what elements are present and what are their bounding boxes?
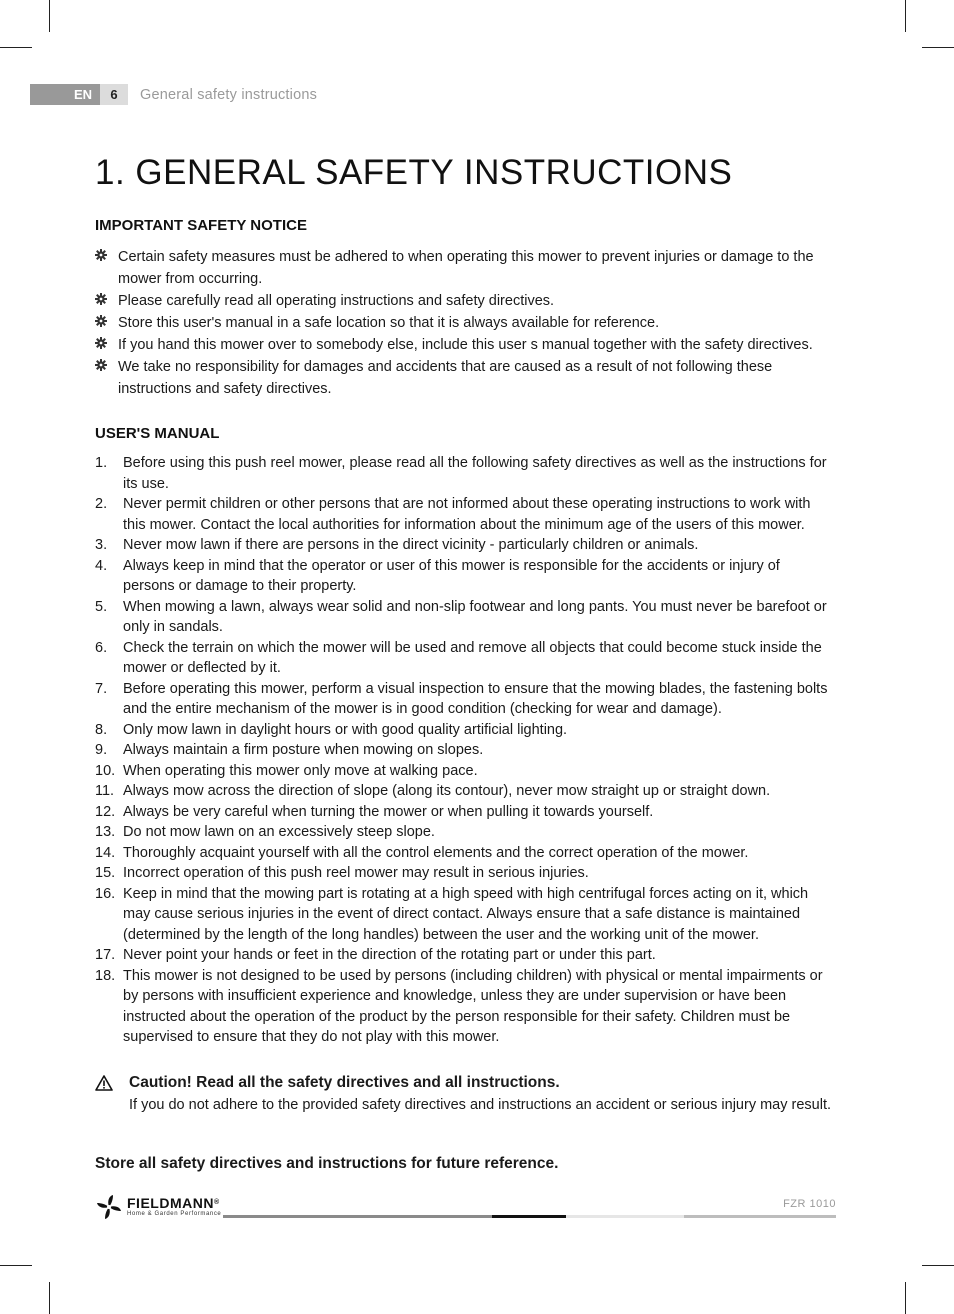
manual-item-number: 15. [95, 865, 116, 881]
manual-item [95, 781, 835, 802]
manual-item-text: Never mow lawn if there are persons in the direct vicinity - particularly children or animals. [123, 537, 699, 553]
manual-item-number: 18. [95, 967, 116, 984]
manual-item-text: Incorrect operation of this push reel mower may result in serious injuries. [123, 865, 589, 881]
manual-item-number: 8. [95, 721, 108, 738]
manual-item-number: 5. [95, 598, 108, 615]
manual-item-text: Only mow lawn in daylight hours or with good quality artificial lighting. [123, 721, 568, 738]
model-number: FZR 1010 [783, 1198, 836, 1210]
manual-item-text: When mowing a lawn, always wear solid and non-slip footwear and long pants. You must never be barefoot or only in sandals. [123, 598, 827, 635]
crop-mark [0, 47, 32, 48]
crop-mark [922, 47, 954, 48]
manual-item-number: 13. [95, 824, 116, 840]
trademark: ® [213, 1199, 220, 1206]
manual-item [95, 761, 835, 782]
notice-item [95, 246, 835, 290]
manual-item-text: Always be very careful when turning the mower or when pulling it towards yourself. [123, 803, 654, 820]
caution-title: Caution! Read all the safety directives and all instructions. [129, 1074, 560, 1091]
manual-item-number: 7. [95, 680, 108, 697]
footer-bar-segment [492, 1215, 566, 1218]
brand-tagline: Home & Garden Performance [127, 1211, 222, 1217]
notice-item-text: Please carefully read all operating instructions and safety directives. [118, 293, 555, 309]
manual-item-number: 11. [95, 783, 115, 799]
manual-item-text: Never permit children or other persons that are not informed about these operating instructions to work with this mower. Contact the local authorities for information about the minimum age of the users of this mower. [123, 496, 811, 533]
manual-item-text: Always mow across the direction of slope (along its contour), never mow straight up or straight down. [123, 783, 771, 799]
page-header [30, 84, 317, 105]
manual-item [95, 597, 835, 638]
users-manual-heading: USER'S MANUAL [95, 425, 220, 442]
manual-item-text: Before using this push reel mower, please read all the following safety directives as well as the instructions for its use. [123, 455, 827, 492]
users-manual-list [95, 453, 835, 1048]
manual-item [95, 802, 835, 823]
gear-bullet-icon [95, 337, 107, 349]
manual-item [95, 863, 835, 884]
notice-item-text: We take no responsibility for damages and accidents that are caused as a result of not following these instructions and safety directives. [118, 359, 773, 397]
manual-item [95, 945, 835, 966]
gear-bullet-icon [95, 359, 107, 371]
manual-item-number: 12. [95, 803, 116, 820]
manual-item-text: Never point your hands or feet in the direction of the rotating part or under this part. [123, 947, 656, 963]
manual-item-number: 10. [95, 762, 116, 779]
important-notice-heading: IMPORTANT SAFETY NOTICE [95, 217, 307, 234]
caution-text: If you do not adhere to the provided safety directives and instructions an accident or serious injury may result. [129, 1097, 832, 1113]
manual-item [95, 822, 835, 843]
manual-item-number: 4. [95, 557, 108, 574]
crop-mark [905, 0, 906, 32]
notice-item [95, 356, 835, 400]
manual-item-number: 2. [95, 496, 108, 512]
crop-mark [0, 1265, 32, 1266]
section-name: General safety instructions [140, 86, 318, 103]
manual-item-number: 14. [95, 844, 116, 861]
notice-item [95, 290, 835, 312]
gear-bullet-icon [95, 315, 107, 327]
notice-item-text: If you hand this mower over to somebody else, include this user s manual together with the safety directives. [118, 337, 813, 353]
manual-item-text: Do not mow lawn on an excessively steep slope. [123, 824, 435, 840]
gear-bullet-icon [95, 249, 107, 261]
manual-item [95, 966, 835, 1048]
crop-mark [905, 1282, 906, 1314]
notice-item [95, 312, 835, 334]
important-notice-list [95, 246, 835, 400]
gear-bullet-icon [95, 293, 107, 305]
notice-item-text: Certain safety measures must be adhered to when operating this mower to prevent injuries or damage to the mower from occurring. [118, 249, 814, 287]
manual-item-text: Before operating this mower, perform a visual inspection to ensure that the mowing blades, the fastening bolts and the entire mechanism of the mower is in good condition (checking for wear and damage). [123, 680, 828, 717]
manual-item-number: 9. [95, 742, 108, 758]
manual-item [95, 720, 835, 741]
footer-bar-segment [223, 1215, 492, 1218]
manual-item-text: This mower is not designed to be used by persons (including children) with physical or mental impairments or by persons with insufficient experience and knowledge, unless they are under supervision or have been instructed about the operation of the product by the person responsible for their safety. Children must be supervised to ensure that they do not play with this mower. [123, 967, 823, 1045]
manual-item-number: 6. [95, 639, 108, 656]
manual-item-text: Thoroughly acquaint yourself with all the control elements and the correct operation of the mower. [123, 844, 749, 861]
warning-triangle-icon [95, 1075, 113, 1091]
fan-logo-icon [95, 1193, 123, 1221]
manual-item-text: When operating this mower only move at walking pace. [123, 762, 478, 779]
manual-item-text: Keep in mind that the mowing part is rotating at a high speed with high centrifugal forces acting on it, which may cause serious injuries in the event of direct contact. Always ensure that a safe distance is maintained (determined by the length of the long handles) between the user and the working unit of the mower. [123, 885, 809, 943]
caution-box [95, 1072, 835, 1116]
page-title: 1. GENERAL SAFETY INSTRUCTIONS [95, 153, 733, 192]
notice-item [95, 334, 835, 356]
manual-item [95, 884, 835, 946]
footer-bar-segment [566, 1215, 684, 1218]
manual-item-text: Always maintain a firm posture when mowing on slopes. [123, 742, 484, 758]
manual-item [95, 453, 835, 494]
notice-item-text: Store this user's manual in a safe location so that it is always available for reference. [118, 315, 660, 331]
manual-item-number: 17. [95, 947, 116, 963]
manual-item [95, 740, 835, 761]
manual-item-number: 1. [95, 455, 108, 471]
manual-item [95, 638, 835, 679]
manual-item-text: Always keep in mind that the operator or user of this mower is responsible for the accidents or injury of persons or damage to their property. [123, 557, 780, 594]
manual-item [95, 535, 835, 556]
page-footer [95, 1193, 836, 1223]
manual-item [95, 556, 835, 597]
manual-item [95, 843, 835, 864]
language-tab: EN [30, 84, 100, 105]
crop-mark [49, 0, 50, 32]
crop-mark [922, 1265, 954, 1266]
crop-mark [49, 1282, 50, 1314]
manual-item [95, 679, 835, 720]
manual-item-text: Check the terrain on which the mower will be used and remove all objects that could become stuck inside the mower or deflected by it. [123, 639, 822, 676]
manual-item-number: 3. [95, 537, 108, 553]
manual-item-number: 16. [95, 885, 116, 902]
footer-bar-segment [684, 1215, 836, 1218]
brand-name: FIELDMANN [127, 1195, 214, 1211]
manual-item [95, 494, 835, 535]
page-number: 6 [100, 84, 128, 105]
store-note: Store all safety directives and instructions for future reference. [95, 1155, 559, 1172]
brand-logo [95, 1193, 221, 1221]
